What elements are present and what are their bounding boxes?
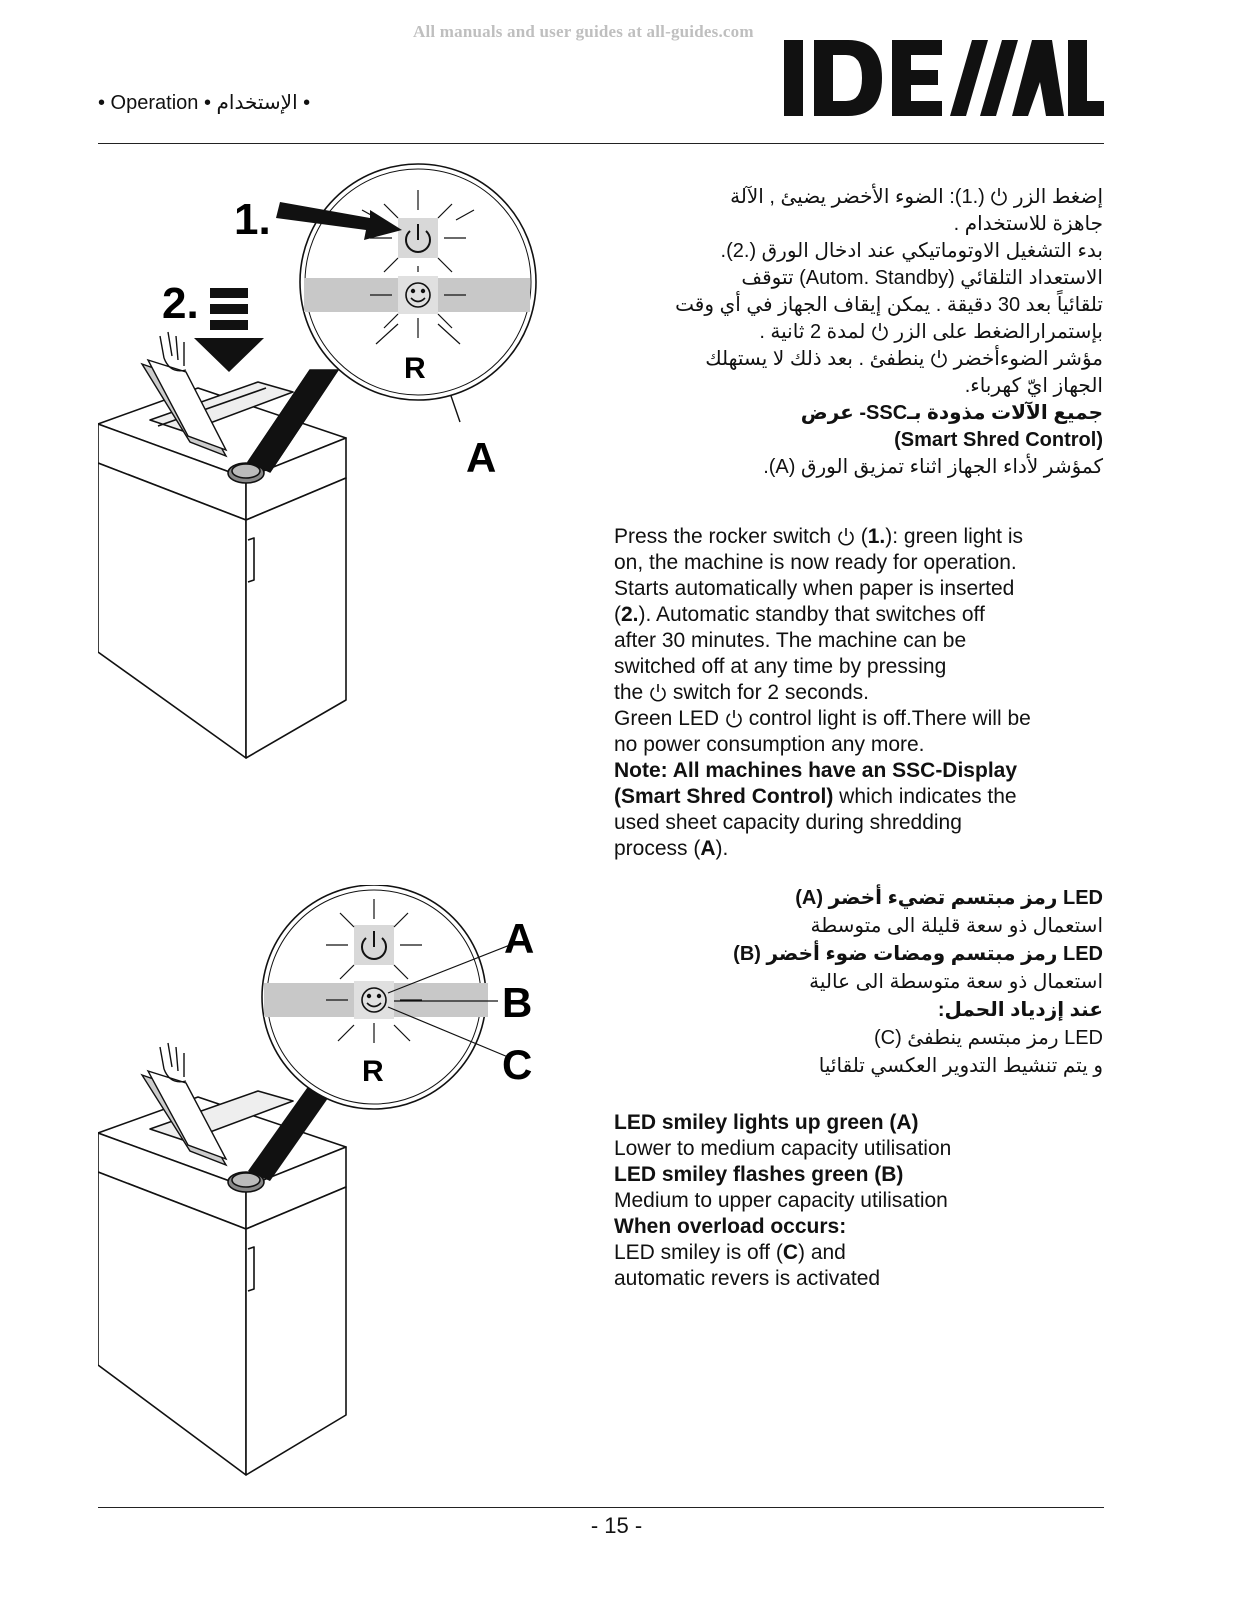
power-icon	[930, 348, 948, 368]
figure-ssc-display	[98, 885, 558, 1495]
watermark: All manuals and user guides at all-guides.com	[413, 22, 754, 41]
english-instructions-1: Press the rocker switch (1.): green light is on, the machine is now ready for operation. Starts automatically when paper is inserted (2.). Automatic standby that switches off after 30 minutes. The machine can be switched off at any time by pressing the switch for 2 seconds. Green LED control light is off.There will be no power consumption any more. Note: All machines have an SSC-Display (Smart Shred Control) which indicates the used sheet capacity during shredding process (A).	[614, 525, 1031, 860]
label-a: A	[504, 915, 535, 962]
power-icon	[990, 186, 1008, 206]
label-step1: 1.	[234, 195, 271, 244]
label-c: C	[502, 1041, 533, 1088]
logo-text: IDEAL	[784, 38, 787, 39]
figure-shredder-power-on	[98, 160, 558, 770]
page-number: - 15 -	[590, 1513, 643, 1538]
arabic-instructions-2: LED رمز مبتسم تضيء أخضر (A) استعمال ذو سعة قليلة الى متوسطة LED رمز مبتسم ومضات ضوء أخضر (B) استعمال ذو سعة متوسطة الى عالية عند إزدياد الحمل: LED رمز مبتسم ينطفئ (C) و يتم تنشيط التدوير العكسي تلقائيا	[733, 887, 1103, 1077]
section-title: • Operation • الإستخدام •	[98, 92, 311, 114]
label-r: R	[362, 1055, 384, 1088]
power-icon	[871, 321, 889, 341]
power-icon	[837, 526, 855, 546]
power-icon	[649, 682, 667, 702]
label-step2: 2.	[162, 279, 199, 328]
footer-rule	[98, 1507, 1104, 1508]
arrow-step2-icon	[210, 288, 248, 298]
label-a: A	[466, 434, 497, 481]
label-b: B	[502, 979, 533, 1026]
english-instructions-2: LED smiley lights up green (A) Lower to medium capacity utilisation LED smiley flashes green (B) Medium to upper capacity utilisation When overload occurs: LED smiley is off (C) and automatic revers is activated	[614, 1111, 952, 1290]
label-r: R	[404, 352, 426, 385]
arabic-instructions-1: إضغط الزر (.1): الضوء الأخضر يضيئ , الآلة جاهزة للاستخدام . بدء التشغيل الاوتوماتيكي عند ادخال الورق (.2). الاستعداد التلقائي (Autom. Standby) تتوقف تلقائياً بعد 30 دقيقة . يمكن إيقاف الجهاز في أي وقت بإستمرارالضغط على الزر لمدة 2 ثانية . مؤشر الضوءأخضر ينطفئ . بعد ذلك لا يستهلك الجهاز ايّ كهرباء. جميع الآلات مذودة بـSSC- عرض (Smart Shred Control) كمؤشر لأداء الجهاز اثناء تمزيق الورق (A).	[675, 186, 1103, 478]
ideal-logo	[784, 38, 1104, 118]
header-rule	[98, 143, 1104, 144]
power-icon	[725, 708, 743, 728]
